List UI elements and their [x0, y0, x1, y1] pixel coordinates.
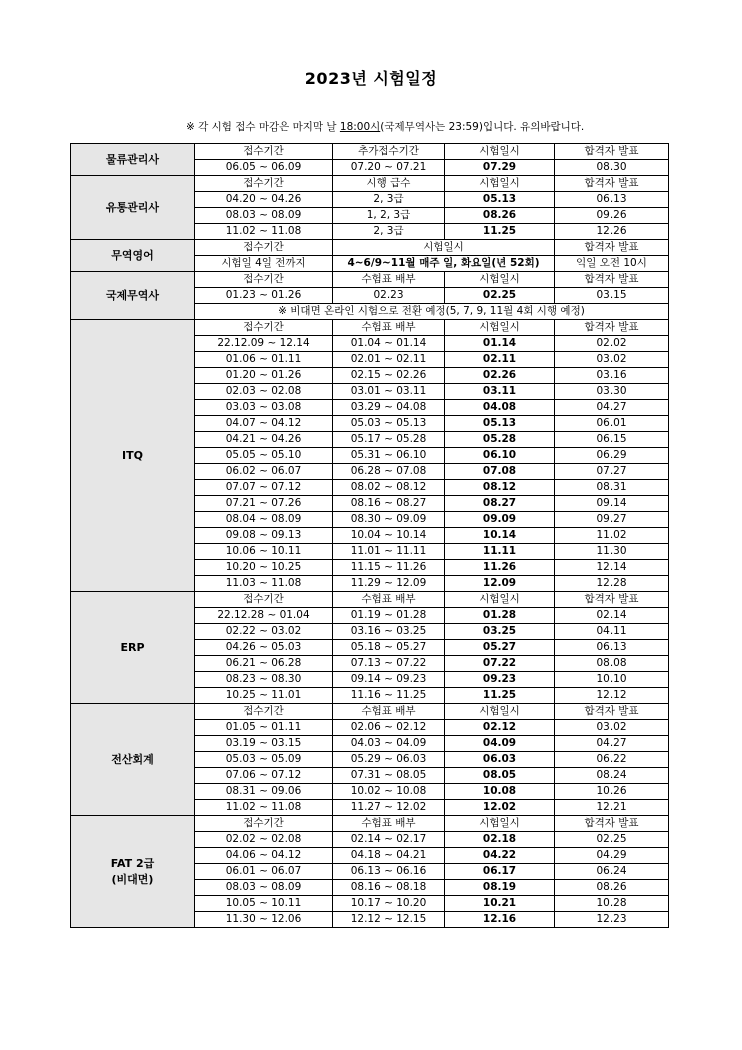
result-announcement: 06.01 [555, 416, 669, 432]
exam-level: 1, 2, 3급 [333, 208, 445, 224]
result-announcement: 04.27 [555, 736, 669, 752]
registration-period: 10.05 ~ 10.11 [195, 896, 333, 912]
registration-period: 07.06 ~ 07.12 [195, 768, 333, 784]
result-announcement: 09.14 [555, 496, 669, 512]
result-announcement: 02.25 [555, 832, 669, 848]
exam-name-logistics-manager [71, 144, 195, 176]
exam-name: 물류관리사 [105, 152, 160, 166]
admission-ticket-period: 01.19 ~ 01.28 [333, 608, 445, 624]
exam-name: 국제무역사 [105, 288, 160, 302]
registration-period: 01.20 ~ 01.26 [195, 368, 333, 384]
exam-name: FAT 2급 [110, 856, 155, 870]
section-note: ※ 비대면 온라인 시험으로 전환 예정(5, 7, 9, 11월 4회 시행 예정) [195, 304, 669, 320]
exam-date: 02.12 [445, 720, 555, 736]
result-announcement: 04.29 [555, 848, 669, 864]
column-header: 수험표 배부 [333, 816, 445, 832]
registration-period: 22.12.09 ~ 12.14 [195, 336, 333, 352]
admission-ticket-period: 06.28 ~ 07.08 [333, 464, 445, 480]
exam-date: 10.08 [445, 784, 555, 800]
column-header: 합격자 발표 [555, 816, 669, 832]
column-header: 시험일시 [445, 144, 555, 160]
exam-date: 04.22 [445, 848, 555, 864]
exam-name-distribution-manager [71, 176, 195, 240]
exam-date: 02.11 [445, 352, 555, 368]
column-header: 접수기간 [195, 816, 333, 832]
admission-ticket-period: 04.03 ~ 04.09 [333, 736, 445, 752]
result-announcement: 08.30 [555, 160, 669, 176]
section-header-row [71, 272, 669, 288]
result-announcement: 06.13 [555, 640, 669, 656]
exam-date: 05.13 [445, 192, 555, 208]
exam-date: 02.25 [445, 288, 555, 304]
registration-period: 01.05 ~ 01.11 [195, 720, 333, 736]
column-header: 시행 급수 [333, 176, 445, 192]
result-announcement: 03.30 [555, 384, 669, 400]
admission-ticket-period: 08.30 ~ 09.09 [333, 512, 445, 528]
registration-period: 08.03 ~ 08.09 [195, 208, 333, 224]
admission-ticket-period: 03.16 ~ 03.25 [333, 624, 445, 640]
result-announcement: 03.16 [555, 368, 669, 384]
exam-date: 04.08 [445, 400, 555, 416]
registration-period: 05.03 ~ 05.09 [195, 752, 333, 768]
exam-date: 09.09 [445, 512, 555, 528]
registration-period: 01.23 ~ 01.26 [195, 288, 333, 304]
registration-period: 07.21 ~ 07.26 [195, 496, 333, 512]
page-title: 2023년 시험일정 [304, 69, 438, 88]
registration-period: 08.03 ~ 08.09 [195, 880, 333, 896]
section-header-row [71, 704, 669, 720]
admission-ticket-period: 08.16 ~ 08.18 [333, 880, 445, 896]
column-header: 접수기간 [195, 144, 333, 160]
result-announcement: 10.28 [555, 896, 669, 912]
exam-date: 12.09 [445, 576, 555, 592]
section-header-row [71, 144, 669, 160]
result-announcement: 11.02 [555, 528, 669, 544]
exam-date: 07.29 [445, 160, 555, 176]
result-announcement: 02.14 [555, 608, 669, 624]
exam-name: 전산회계 [111, 752, 154, 766]
registration-period: 02.22 ~ 03.02 [195, 624, 333, 640]
registration-period: 11.02 ~ 11.08 [195, 224, 333, 240]
admission-ticket-period: 02.06 ~ 02.12 [333, 720, 445, 736]
registration-period: 06.05 ~ 06.09 [195, 160, 333, 176]
admission-ticket-period: 05.29 ~ 06.03 [333, 752, 445, 768]
registration-period: 04.06 ~ 04.12 [195, 848, 333, 864]
exam-level: 2, 3급 [333, 224, 445, 240]
exam-name: 유통관리사 [105, 200, 160, 214]
exam-date: 06.17 [445, 864, 555, 880]
exam-date: 05.27 [445, 640, 555, 656]
column-header: 수험표 배부 [333, 272, 445, 288]
column-header: 합격자 발표 [555, 592, 669, 608]
registration-period: 04.21 ~ 04.26 [195, 432, 333, 448]
admission-ticket-period: 07.13 ~ 07.22 [333, 656, 445, 672]
exam-name-erp [71, 592, 195, 704]
exam-name-fat-level2 [71, 816, 195, 928]
column-header: 합격자 발표 [555, 176, 669, 192]
result-announcement: 06.13 [555, 192, 669, 208]
section-header-row [71, 176, 669, 192]
column-header: 접수기간 [195, 240, 333, 256]
exam-level: 2, 3급 [333, 192, 445, 208]
admission-ticket-period: 11.29 ~ 12.09 [333, 576, 445, 592]
admission-ticket-period: 10.04 ~ 10.14 [333, 528, 445, 544]
exam-date: 11.25 [445, 688, 555, 704]
result-announcement: 04.11 [555, 624, 669, 640]
exam-name-computerized-accounting [71, 704, 195, 816]
registration-period: 11.30 ~ 12.06 [195, 912, 333, 928]
admission-ticket-period: 05.18 ~ 05.27 [333, 640, 445, 656]
result-announcement: 03.02 [555, 352, 669, 368]
additional-registration-period: 07.20 ~ 07.21 [333, 160, 445, 176]
result-announcement: 12.28 [555, 576, 669, 592]
exam-date: 05.13 [445, 416, 555, 432]
admission-ticket-period: 10.02 ~ 10.08 [333, 784, 445, 800]
registration-period: 04.07 ~ 04.12 [195, 416, 333, 432]
section-header-row [71, 592, 669, 608]
admission-ticket-period: 03.29 ~ 04.08 [333, 400, 445, 416]
admission-ticket-period: 11.15 ~ 11.26 [333, 560, 445, 576]
column-header: 접수기간 [195, 704, 333, 720]
registration-period: 10.25 ~ 11.01 [195, 688, 333, 704]
registration-period: 03.03 ~ 03.08 [195, 400, 333, 416]
result-announcement: 08.31 [555, 480, 669, 496]
exam-date: 08.12 [445, 480, 555, 496]
column-header: 추가접수기간 [333, 144, 445, 160]
admission-ticket-period: 06.13 ~ 06.16 [333, 864, 445, 880]
registration-period: 08.31 ~ 09.06 [195, 784, 333, 800]
result-announcement: 04.27 [555, 400, 669, 416]
column-header: 접수기간 [195, 272, 333, 288]
exam-date: 08.26 [445, 208, 555, 224]
column-header: 합격자 발표 [555, 240, 669, 256]
result-announcement: 익일 오전 10시 [555, 256, 669, 272]
exam-date: 01.28 [445, 608, 555, 624]
exam-date: 4~6/9~11월 매주 일, 화요일(년 52회) [333, 256, 555, 272]
admission-ticket-period: 02.23 [333, 288, 445, 304]
result-announcement: 09.27 [555, 512, 669, 528]
column-header: 수험표 배부 [333, 704, 445, 720]
exam-date: 10.21 [445, 896, 555, 912]
result-announcement: 03.02 [555, 720, 669, 736]
registration-period: 10.06 ~ 10.11 [195, 544, 333, 560]
registration-period: 01.06 ~ 01.11 [195, 352, 333, 368]
admission-ticket-period: 05.17 ~ 05.28 [333, 432, 445, 448]
registration-period: 07.07 ~ 07.12 [195, 480, 333, 496]
admission-ticket-period: 04.18 ~ 04.21 [333, 848, 445, 864]
registration-period: 11.02 ~ 11.08 [195, 800, 333, 816]
exam-date: 05.28 [445, 432, 555, 448]
registration-period: 08.23 ~ 08.30 [195, 672, 333, 688]
column-header: 수험표 배부 [333, 592, 445, 608]
registration-period: 06.02 ~ 06.07 [195, 464, 333, 480]
result-announcement: 03.15 [555, 288, 669, 304]
registration-period: 03.19 ~ 03.15 [195, 736, 333, 752]
admission-ticket-period: 12.12 ~ 12.15 [333, 912, 445, 928]
notice-prefix: ※ 각 시험 접수 마감은 마지막 날 [186, 121, 340, 133]
section-header-row [71, 816, 669, 832]
registration-period: 06.21 ~ 06.28 [195, 656, 333, 672]
column-header: 시험일시 [445, 816, 555, 832]
registration-period: 22.12.28 ~ 01.04 [195, 608, 333, 624]
registration-period: 04.20 ~ 04.26 [195, 192, 333, 208]
registration-period: 04.26 ~ 05.03 [195, 640, 333, 656]
exam-date: 08.19 [445, 880, 555, 896]
registration-period: 06.01 ~ 06.07 [195, 864, 333, 880]
column-header: 시험일시 [445, 176, 555, 192]
result-announcement: 12.12 [555, 688, 669, 704]
column-header: 합격자 발표 [555, 320, 669, 336]
admission-ticket-period: 03.01 ~ 03.11 [333, 384, 445, 400]
result-announcement: 02.02 [555, 336, 669, 352]
column-header: 시험일시 [445, 704, 555, 720]
exam-date: 07.08 [445, 464, 555, 480]
column-header: 합격자 발표 [555, 272, 669, 288]
result-announcement: 10.10 [555, 672, 669, 688]
column-header: 합격자 발표 [555, 144, 669, 160]
admission-ticket-period: 11.01 ~ 11.11 [333, 544, 445, 560]
result-announcement: 06.22 [555, 752, 669, 768]
admission-ticket-period: 11.16 ~ 11.25 [333, 688, 445, 704]
exam-date: 01.14 [445, 336, 555, 352]
exam-schedule-table [70, 143, 669, 928]
exam-date: 11.25 [445, 224, 555, 240]
column-header: 시험일시 [445, 592, 555, 608]
admission-ticket-period: 09.14 ~ 09.23 [333, 672, 445, 688]
admission-ticket-period: 05.31 ~ 06.10 [333, 448, 445, 464]
result-announcement: 06.29 [555, 448, 669, 464]
exam-date: 11.11 [445, 544, 555, 560]
result-announcement: 11.30 [555, 544, 669, 560]
registration-period: 02.03 ~ 02.08 [195, 384, 333, 400]
result-announcement: 09.26 [555, 208, 669, 224]
exam-name-international-trader [71, 272, 195, 320]
admission-ticket-period: 07.31 ~ 08.05 [333, 768, 445, 784]
result-announcement: 08.26 [555, 880, 669, 896]
registration-period: 05.05 ~ 05.10 [195, 448, 333, 464]
admission-ticket-period: 02.01 ~ 02.11 [333, 352, 445, 368]
notice-suffix: (국제무역사는 23:59)입니다. 유의바랍니다. [380, 121, 585, 133]
admission-ticket-period: 08.02 ~ 08.12 [333, 480, 445, 496]
exam-date: 09.23 [445, 672, 555, 688]
exam-date: 08.05 [445, 768, 555, 784]
result-announcement: 12.23 [555, 912, 669, 928]
column-header: 접수기간 [195, 176, 333, 192]
column-header: 합격자 발표 [555, 704, 669, 720]
admission-ticket-period: 02.14 ~ 02.17 [333, 832, 445, 848]
exam-date: 12.16 [445, 912, 555, 928]
column-header: 수험표 배부 [333, 320, 445, 336]
registration-period: 10.20 ~ 10.25 [195, 560, 333, 576]
result-announcement: 07.27 [555, 464, 669, 480]
result-announcement: 12.14 [555, 560, 669, 576]
exam-name: 무역영어 [111, 248, 154, 262]
result-announcement: 08.24 [555, 768, 669, 784]
exam-date: 02.18 [445, 832, 555, 848]
exam-date: 10.14 [445, 528, 555, 544]
exam-date: 11.26 [445, 560, 555, 576]
exam-date: 12.02 [445, 800, 555, 816]
section-header-row [71, 320, 669, 336]
column-header: 접수기간 [195, 320, 333, 336]
exam-date: 04.09 [445, 736, 555, 752]
exam-date: 08.27 [445, 496, 555, 512]
admission-ticket-period: 02.15 ~ 02.26 [333, 368, 445, 384]
admission-ticket-period: 08.16 ~ 08.27 [333, 496, 445, 512]
registration-period: 08.04 ~ 08.09 [195, 512, 333, 528]
result-announcement: 06.15 [555, 432, 669, 448]
result-announcement: 12.26 [555, 224, 669, 240]
admission-ticket-period: 01.04 ~ 01.14 [333, 336, 445, 352]
exam-name-sub: (비대면) [111, 872, 154, 886]
registration-period: 시험일 4일 전까지 [195, 256, 333, 272]
exam-name-trade-english [71, 240, 195, 272]
exam-date: 06.03 [445, 752, 555, 768]
column-header: 접수기간 [195, 592, 333, 608]
result-announcement: 12.21 [555, 800, 669, 816]
admission-ticket-period: 05.03 ~ 05.13 [333, 416, 445, 432]
column-header: 시험일시 [445, 320, 555, 336]
exam-date: 07.22 [445, 656, 555, 672]
result-announcement: 06.24 [555, 864, 669, 880]
admission-ticket-period: 10.17 ~ 10.20 [333, 896, 445, 912]
result-announcement: 08.08 [555, 656, 669, 672]
column-header: 시험일시 [333, 240, 555, 256]
registration-period: 11.03 ~ 11.08 [195, 576, 333, 592]
exam-name: ITQ [122, 448, 143, 462]
admission-ticket-period: 11.27 ~ 12.02 [333, 800, 445, 816]
exam-date: 03.11 [445, 384, 555, 400]
exam-date: 06.10 [445, 448, 555, 464]
registration-period: 02.02 ~ 02.08 [195, 832, 333, 848]
exam-name: ERP [120, 640, 145, 654]
notice-deadline-time: 18:00시 [339, 121, 381, 133]
column-header: 시험일시 [445, 272, 555, 288]
section-header-row [71, 240, 669, 256]
deadline-notice [186, 119, 584, 134]
exam-date: 03.25 [445, 624, 555, 640]
registration-period: 09.08 ~ 09.13 [195, 528, 333, 544]
exam-date: 02.26 [445, 368, 555, 384]
result-announcement: 10.26 [555, 784, 669, 800]
exam-name-itq [71, 320, 195, 592]
